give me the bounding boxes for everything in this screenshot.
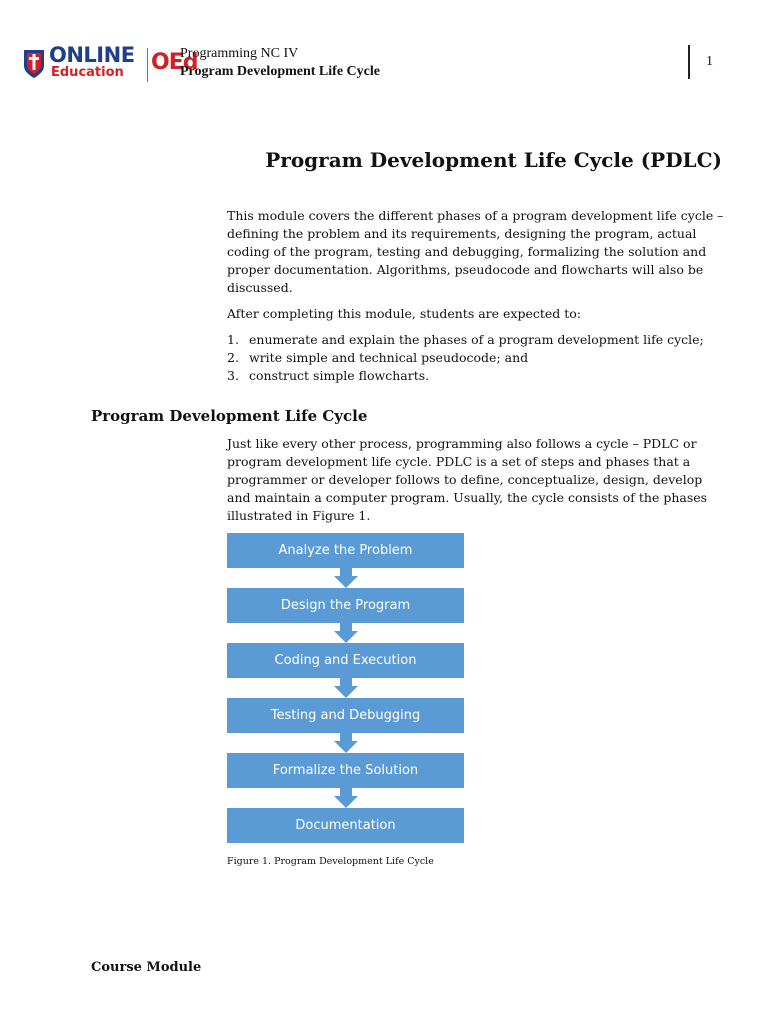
objectives-list xyxy=(227,331,727,385)
flow-step-design: Design the Program xyxy=(227,588,464,623)
flow-step-formalize: Formalize the Solution xyxy=(227,753,464,788)
header-rule xyxy=(688,45,690,79)
intro-paragraph: This module covers the different phases of a program development life cycle – defining the problem and its requirements, designing the program, actual coding of the program, testing and debugging, formalizing the solution and proper documentation. Algorithms, pseudocode and flowcharts will also be discussed. xyxy=(227,208,724,295)
shield-icon xyxy=(22,48,46,80)
flow-step-documentation: Documentation xyxy=(227,808,464,843)
arrow-down-icon xyxy=(334,623,358,643)
header-course: Programming NC IV xyxy=(180,46,299,61)
flow-step-analyze: Analyze the Problem xyxy=(227,533,464,568)
logo-online-text: ONLINE xyxy=(49,43,135,67)
footer-label: Course Module xyxy=(91,960,202,975)
arrow-down-icon xyxy=(334,568,358,588)
arrow-down-icon xyxy=(334,678,358,698)
pdlc-flow-diagram xyxy=(227,533,464,843)
section-paragraph: Just like every other process, programming also follows a cycle – PDLC or program development life cycle. PDLC is a set of steps and phases that a programmer or developer follows to define, conceptualize, design, develop and maintain a computer program. Usually, the cycle consists of the phases illustrated in Figure 1. xyxy=(227,436,708,523)
objectives-intro: After completing this module, students are expected to: xyxy=(227,306,582,321)
list-item: 2. write simple and technical pseudocode; and xyxy=(227,350,529,365)
page-number: 1 xyxy=(706,54,713,69)
online-education-logo xyxy=(22,43,198,88)
figure-caption: Figure 1. Program Development Life Cycle xyxy=(227,856,434,867)
flow-step-testing: Testing and Debugging xyxy=(227,698,464,733)
page-title: Program Development Life Cycle (PDLC) xyxy=(265,148,722,172)
header-title: Program Development Life Cycle xyxy=(180,64,380,79)
logo-divider xyxy=(147,48,148,82)
logo-oed-text: OEd xyxy=(151,50,198,75)
arrow-down-icon xyxy=(334,733,358,753)
arrow-down-icon xyxy=(334,788,358,808)
logo-education-text: Education xyxy=(51,65,124,80)
list-item: 1. enumerate and explain the phases of a program development life cycle; xyxy=(227,332,704,347)
section-heading: Program Development Life Cycle xyxy=(91,407,368,425)
list-item: 3. construct simple flowcharts. xyxy=(227,368,430,383)
flow-step-coding: Coding and Execution xyxy=(227,643,464,678)
